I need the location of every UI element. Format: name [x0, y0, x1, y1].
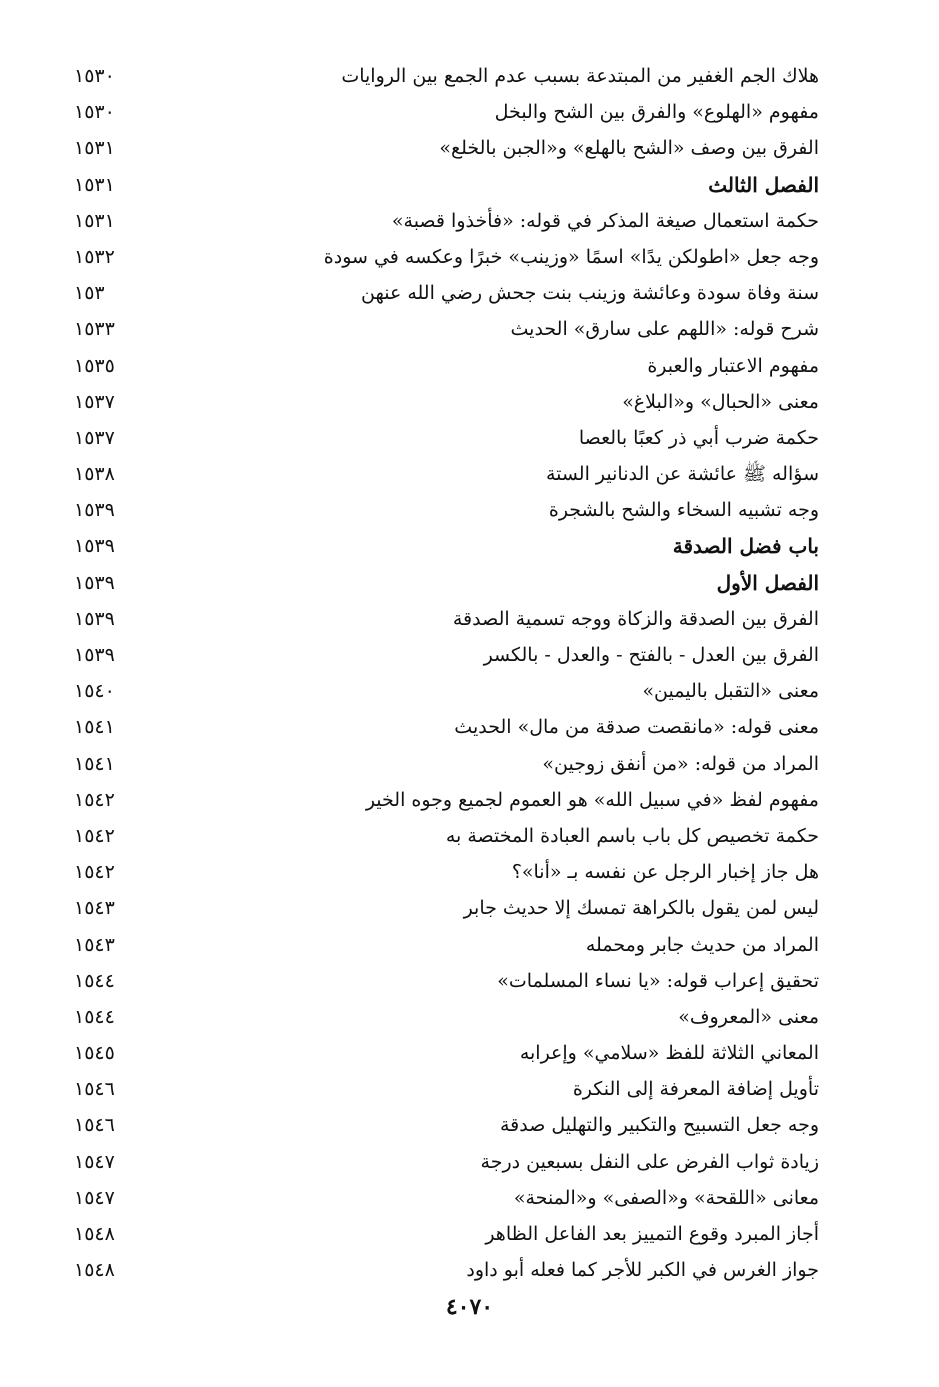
entry-page-number: ١٥٤٤ — [74, 1005, 115, 1028]
toc-entry-row — [0, 94, 939, 130]
entry-title: المعاني الثلاثة للفظ «سلامي» وإعرابه — [519, 1042, 819, 1065]
toc-entry-row — [0, 890, 939, 926]
entry-page-number: ١٥٣٢ — [74, 245, 115, 268]
toc-entry-row — [0, 1252, 939, 1288]
entry-title: جواز الغرس في الكبر للأجر كما فعله أبو داود — [466, 1259, 819, 1282]
entry-page-number: ١٥٣٠ — [74, 101, 115, 124]
toc-entry-row — [0, 637, 939, 673]
entry-title: معنى «التقبل باليمين» — [642, 680, 819, 703]
entry-title: هلاك الجم الغفير من المبتدعة بسبب عدم الجمع بين الروايات — [341, 65, 819, 87]
toc-entry-row — [0, 1216, 939, 1252]
toc-entry-row — [0, 818, 939, 854]
entry-page-number: ١٥٣٨ — [74, 463, 115, 486]
toc-entry-row — [0, 456, 939, 492]
entry-page-number: ١٥٣١ — [74, 173, 115, 196]
entry-page-number: ١٥٣٩ — [74, 535, 115, 558]
toc-entry-row — [0, 1180, 939, 1216]
toc-entry-row — [0, 420, 939, 456]
toc-entry-row — [0, 239, 939, 275]
entry-title: أجاز المبرد وقوع التمييز بعد الفاعل الظاهر — [485, 1223, 819, 1245]
entry-title: المراد من حديث جابر ومحمله — [585, 933, 819, 956]
entry-page-number: ١٥٣٧ — [74, 390, 115, 413]
section-heading: باب فضل الصدقة — [672, 534, 819, 559]
toc-entry-row — [0, 746, 939, 782]
toc-entry-row — [0, 601, 939, 637]
toc-entry-row — [0, 782, 939, 818]
toc-entry-row — [0, 673, 939, 709]
entry-title: وجه جعل «اطولكن يدًا» اسمًا «وزينب» خبرًا وعكسه في سودة — [323, 245, 819, 268]
toc-heading-row — [0, 565, 939, 601]
toc-entry-row — [0, 999, 939, 1035]
toc-entry-row — [0, 492, 939, 528]
section-heading: الفصل الأول — [716, 570, 819, 595]
entry-title: الفرق بين الصدقة والزكاة ووجه تسمية الصدقة — [452, 607, 819, 630]
entry-title: مفهوم لفظ «في سبيل الله» هو العموم لجميع وجوه الخير — [365, 788, 819, 811]
entry-page-number: ١٥٣٩ — [74, 571, 115, 594]
toc-entry-row — [0, 963, 939, 999]
toc-entry-row — [0, 1035, 939, 1071]
toc-entry-row — [0, 384, 939, 420]
entry-page-number: ١٥٤٤ — [74, 969, 115, 992]
entry-title: مفهوم «الهلوع» والفرق بين الشح والبخل — [494, 101, 819, 124]
entry-page-number: ١٥٤٨ — [74, 1259, 115, 1282]
toc-entry-row — [0, 1071, 939, 1107]
entry-page-number: ١٥٣٩ — [74, 499, 115, 522]
entry-page-number: ١٥٤٨ — [74, 1223, 115, 1245]
page-number: ٤٠٧٠ — [445, 1294, 494, 1320]
entry-title: معانى «اللقحة» و«الصفى» و«المنحة» — [513, 1186, 819, 1209]
entry-page-number: ١٥٤٥ — [74, 1042, 115, 1065]
entry-page-number: ١٥٤١ — [74, 752, 115, 775]
entry-title: حكمة استعمال صيغة المذكر في قوله: «فأخذوا قصبة» — [391, 209, 819, 232]
toc-heading-row — [0, 167, 939, 203]
entry-title: الفرق بين العدل - بالفتح - والعدل - بالكسر — [483, 644, 819, 666]
table-of-contents — [0, 58, 939, 1288]
entry-title: مفهوم الاعتبار والعبرة — [647, 354, 819, 377]
entry-page-number: ١٥٤٢ — [74, 861, 115, 884]
toc-entry-row — [0, 854, 939, 890]
toc-entry-row — [0, 203, 939, 239]
entry-page-number: ١٥٤٠ — [74, 680, 115, 703]
toc-entry-row — [0, 311, 939, 347]
entry-title: حكمة ضرب أبي ذر كعبًا بالعصا — [578, 426, 819, 449]
entry-title: زيادة ثواب الفرض على النفل بسبعين درجة — [480, 1150, 819, 1173]
entry-title: معنى «الحبال» و«البلاغ» — [622, 390, 819, 413]
entry-page-number: ١٥٣٧ — [74, 426, 115, 449]
entry-title: معنى «المعروف» — [678, 1005, 819, 1028]
section-heading: الفصل الثالث — [708, 172, 819, 197]
entry-page-number: ١٥٣٣ — [74, 318, 115, 341]
toc-entry-row — [0, 1107, 939, 1143]
entry-page-number: ١٥٣٥ — [74, 354, 115, 377]
entry-page-number: ١٥٤٢ — [74, 788, 115, 811]
entry-title: شرح قوله: «اللهم على سارق» الحديث — [510, 318, 819, 341]
entry-title: وجه تشبيه السخاء والشح بالشجرة — [548, 499, 819, 522]
entry-title: معنى قوله: «مانقصت صدقة من مال» الحديث — [454, 716, 819, 739]
toc-entry-row — [0, 927, 939, 963]
entry-page-number: ١٥٣٩ — [74, 644, 115, 666]
entry-title: هل جاز إخبار الرجل عن نفسه بـ «أنا»؟ — [511, 861, 819, 884]
toc-entry-row — [0, 275, 939, 311]
entry-title: سؤاله ﷺ عائشة عن الدنانير الستة — [545, 463, 819, 486]
entry-title: تأويل إضافة المعرفة إلى النكرة — [572, 1078, 819, 1101]
entry-page-number: ١٥٤٧ — [74, 1186, 115, 1209]
toc-entry-row — [0, 709, 939, 745]
toc-entry-row — [0, 58, 939, 94]
entry-title: تحقيق إعراب قوله: «يا نساء المسلمات» — [497, 969, 819, 992]
entry-title: الفرق بين وصف «الشح بالهلع» و«الجبن بالخلع» — [439, 137, 819, 160]
entry-page-number: ١٥٣١ — [74, 137, 115, 160]
entry-page-number: ١٥٣٩ — [74, 607, 115, 630]
entry-page-number: ١٥٤٢ — [74, 824, 115, 847]
entry-page-number: ١٥٤٦ — [74, 1114, 115, 1137]
entry-title: ليس لمن يقول بالكراهة تمسك إلا حديث جابر — [463, 897, 819, 920]
entry-title: وجه جعل التسبيح والتكبير والتهليل صدقة — [499, 1114, 819, 1137]
entry-page-number: ١٥٣١ — [74, 209, 115, 232]
entry-page-number: ١٥٤٣ — [74, 897, 115, 920]
entry-title: حكمة تخصيص كل باب باسم العبادة المختصة به — [445, 824, 819, 847]
toc-entry-row — [0, 1144, 939, 1180]
toc-heading-row — [0, 528, 939, 564]
toc-entry-row — [0, 130, 939, 166]
entry-page-number: ١٥٣٠ — [74, 65, 115, 87]
entry-title: المراد من قوله: «من أنفق زوجين» — [542, 752, 819, 775]
toc-entry-row — [0, 348, 939, 384]
entry-page-number: ١٥٤٣ — [74, 933, 115, 956]
entry-page-number: ١٥٤١ — [74, 716, 115, 739]
entry-page-number: ١٥٤٧ — [74, 1150, 115, 1173]
entry-page-number: ١٥٣ — [74, 282, 105, 305]
entry-title: سنة وفاة سودة وعائشة وزينب بنت جحش رضي الله عنهن — [361, 282, 819, 305]
entry-page-number: ١٥٤٦ — [74, 1078, 115, 1101]
